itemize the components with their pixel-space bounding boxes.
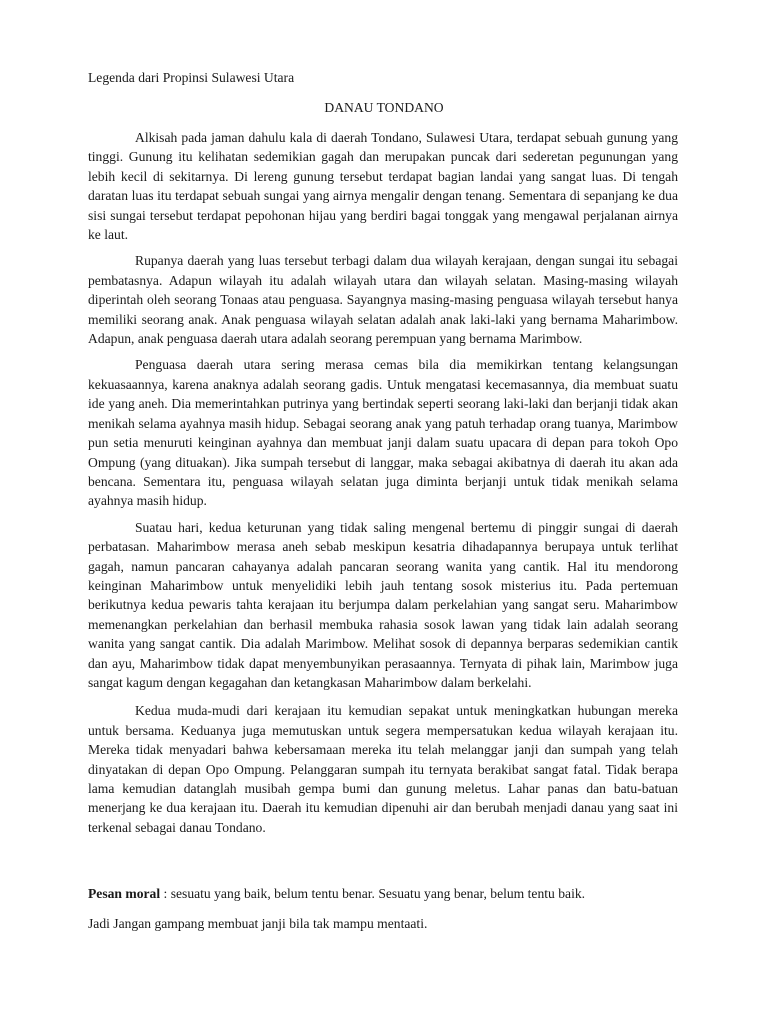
paragraph-1: Alkisah pada jaman dahulu kala di daerah Tondano, Sulawesi Utara, terdapat sebuah gunung yang tinggi. Gunung itu kelihatan sedemikian gagah dan merupakan puncak dari sederetan pegunungan yang lebih kecil di sekitarnya. Di lereng gunung tersebut terdapat bagian landai yang sangat luas. Di tengah daratan luas itu terdapat sebuah sungai yang airnya mengalir dengan tenang. Sementara di sepanjang ke dua sisi sungai tersebut terdapat pepohonan hijau yang berdiri bagai tonggak yang mengawal perjalanan airnya ke laut. <box>88 130 678 243</box>
paragraph-3: Penguasa daerah utara sering merasa cemas bila dia memikirkan tentang kelangsungan kekuasaannya, karena anaknya adalah seorang gadis. Untuk mengatasi kecemasannya, dia membuat suatu ide yang aneh. Dia memerintahkan putrinya yang bertindak seperti seorang laki-laki dan berjanji tidak akan menikah selama ayahnya masih hidup. Sebagai seorang anak yang patuh terhadap orang tuanya, Marimbow pun setia menuruti keinginan ayahnya dan membuat janji dalam suatu upacara di depan para tokoh Opo Ompung (yang dituakan). Jika sumpah tersebut di langgar, maka sebagai akibatnya di daerah itu akan ada bencana. Sementara itu, penguasa wilayah selatan juga diminta berjanji untuk tidak menikah selama ayahnya masih hidup. <box>88 357 678 509</box>
moral-text: sesuatu yang baik, belum tentu benar. Sesuatu yang benar, belum tentu baik. <box>170 886 586 901</box>
moral-message <box>88 884 585 903</box>
paragraph-4: Suatau hari, kedua keturunan yang tidak saling mengenal bertemu di pinggir sungai di daerah perbatasan. Maharimbow merasa aneh sebab meskipun kesatria dihadapannya berupaya untuk terlihat gagah, namun pancaran cahayanya adalah pancaran seorang wanita yang cantik. Hal itu mendorong keinginan Maharimbow untuk menyelidiki lebih jauh tentang sosok misterius itu. Pada pertemuan berikutnya kedua pewaris tahta kerajaan itu berjumpa dalam perkelahian yang sangat seru. Maharimbow memenangkan perkelahian dan berhasil membuka rahasia sosok lawan yang tidak lain adalah seorang wanita yang sangat cantik. Dia adalah Marimbow. Melihat sosok di depannya berparas sedemikian cantik dan ayu, Maharimbow tidak dapat menyembunyikan perasaannya. Ternyata di pihak lain, Marimbow juga sangat kagum dengan kegagahan dan ketangkasan Maharimbow dalam berkelahi. <box>88 519 678 690</box>
closing-line: Jadi Jangan gampang membuat janji bila tak mampu mentaati. <box>88 916 428 931</box>
moral-separator: : <box>160 886 171 901</box>
story-body <box>88 128 678 844</box>
paragraph-2: Rupanya daerah yang luas tersebut terbagi dalam dua wilayah kerajaan, dengan sungai itu sebagai pembatasnya. Adapun wilayah itu adalah wilayah utara dan wilayah selatan. Masing-masing wilayah diperintah oleh seorang Tonaas atau penguasa. Sayangnya masing-masing penguasa wilayah tersebut hanya memiliki seorang anak. Anak penguasa wilayah selatan adalah anak laki-laki yang bernama Maharimbow. Adapun, anak penguasa daerah utara adalah seorang perempuan yang bernama Marimbow. <box>88 253 678 347</box>
story-title: DANAU TONDANO <box>324 100 444 115</box>
document-heading: Legenda dari Propinsi Sulawesi Utara <box>88 70 295 85</box>
moral-label: Pesan moral <box>88 886 161 901</box>
paragraph-5: Kedua muda-mudi dari kerajaan itu kemudian sepakat untuk meningkatkan hubungan mereka untuk bersama. Keduanya juga memutuskan untuk segera mempersatukan kedua wilayah kerajaan itu. Mereka tidak menyadari bahwa kebersamaan mereka itu telah melanggar janji dan sumpah yang telah dinyatakan di depan Opo Ompung. Pelanggaran sumpah itu ternyata berakibat sangat fatal. Tidak berapa lama kemudian datanglah musibah gempa bumi dan gunung meletus. Lahar panas dan batu-batuan menerjang ke dua kerajaan itu. Daerah itu kemudian dipenuhi air dan berubah menjadi danau yang saat ini terkenal sebagai danau Tondano. <box>88 703 678 835</box>
